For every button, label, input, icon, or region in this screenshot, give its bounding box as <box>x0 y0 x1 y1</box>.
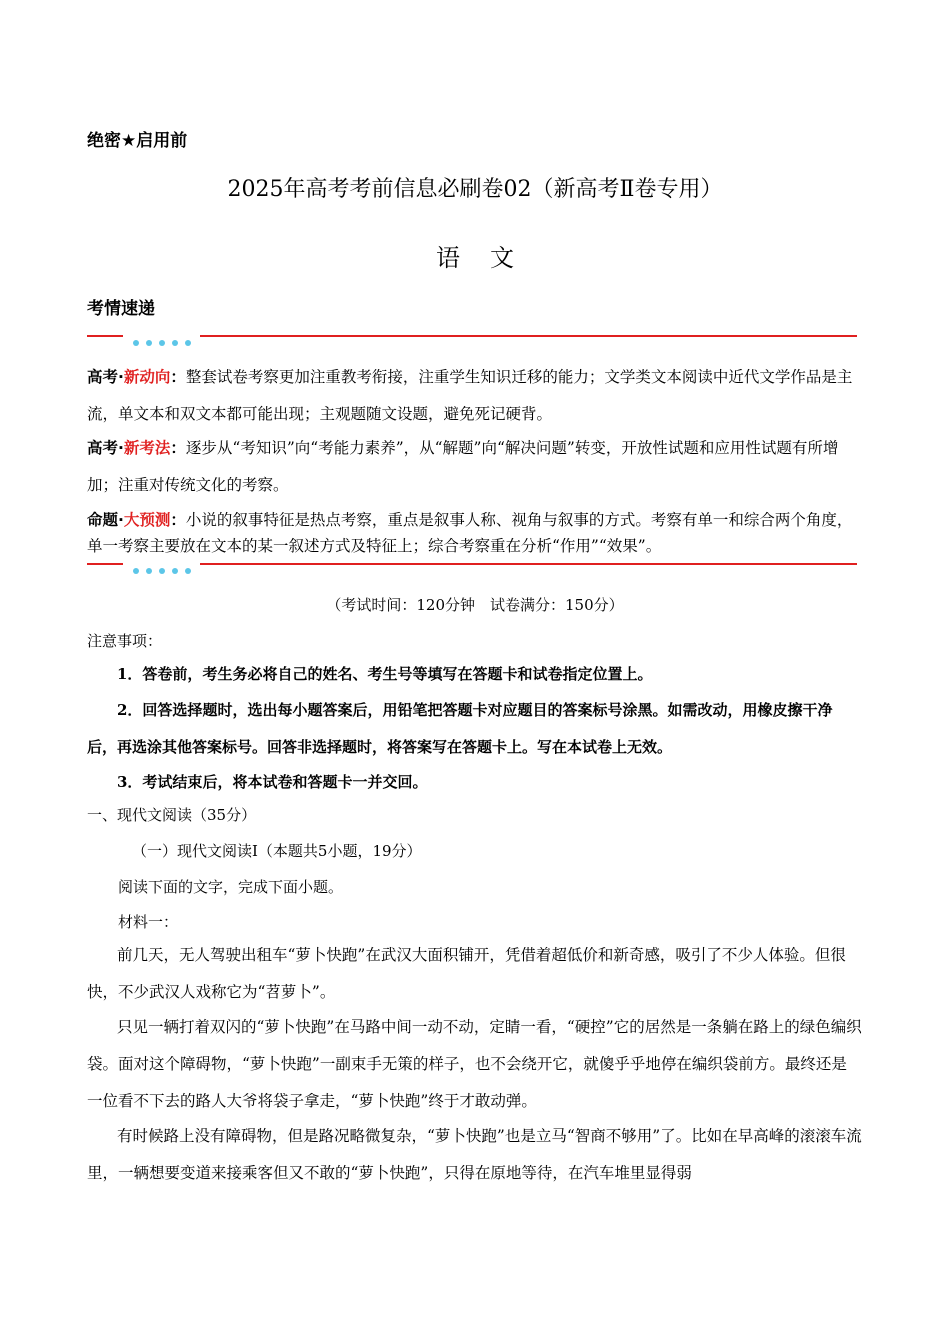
section-one-subheading: （一）现代文阅读Ⅰ（本题共5小题，19分） <box>132 842 422 860</box>
overview-item-prediction <box>87 507 862 559</box>
overview-item-text: 小说的叙事特征是热点考察，重点是叙事人称、视角与叙事的方式。考察有单一和综合两个角度，单一考察主要放在文本的某一叙述方式及特征上；综合考察重在分析“作用”“效果”。 <box>87 511 853 555</box>
decorative-divider-bottom <box>87 557 857 571</box>
overview-item-new-trend <box>87 359 862 433</box>
overview-item-text: 整套试卷考察更加注重教考衔接，注重学生知识迁移的能力；文学类文本阅读中近代文学作品是主流，单文本和双文本都可能出现；主观题随文设题，避免死记硬背。 <box>87 368 853 423</box>
note-item: 1．答卷前，考生务必将自己的姓名、考生号等填写在答题卡和试卷指定位置上。 <box>117 665 653 683</box>
notes-heading: 注意事项： <box>87 632 163 650</box>
overview-item-new-method <box>87 430 862 504</box>
note-item: 3．考试结束后，将本试卷和答题卡一并交回。 <box>117 773 428 791</box>
overview-section-label: 考情速递 <box>87 299 155 319</box>
overview-item-highlight: 新动向 <box>123 368 171 386</box>
note-item: 2．回答选择题时，选出每小题答案后，用铅笔把答题卡对应题目的答案标号涂黑。如需改动，用橡皮擦干净后，再选涂其他答案标号。回答非选择题时，将答案写在答题卡上。写在本试卷上无效。 <box>87 701 833 756</box>
document-title: 2025年高考考前信息必刷卷02（新高考Ⅱ卷专用） <box>227 177 723 202</box>
reading-instruction: 阅读下面的文字，完成下面小题。 <box>118 878 344 896</box>
overview-item-prefix: 命题· <box>87 511 124 529</box>
overview-item-highlight: 大预测 <box>123 511 171 529</box>
overview-item-colon: ： <box>170 439 186 457</box>
section-one-heading: 一、现代文阅读（35分） <box>87 806 257 824</box>
subject-title: 语文 <box>436 244 544 272</box>
overview-item-colon: ： <box>170 368 186 386</box>
material-paragraph: 有时候路上没有障碍物，但是路况略微复杂，“萝卜快跑”也是立马“智商不够用”了。比如在早高峰的滚滚车流里，一辆想要变道来接乘客但又不敢的“萝卜快跑”，只得在原地等待，在汽车堆里显得弱 <box>87 1127 862 1182</box>
overview-item-highlight: 新考法 <box>123 439 171 457</box>
material-label: 材料一： <box>118 913 179 931</box>
overview-item-prefix: 高考· <box>87 368 124 386</box>
exam-time-info: （考试时间：120分钟 试卷满分：150分） <box>326 596 624 614</box>
overview-item-prefix: 高考· <box>87 439 124 457</box>
material-paragraph: 只见一辆打着双闪的“萝卜快跑”在马路中间一动不动，定睛一看，“硬控”它的居然是一条躺在路上的绿色编织袋。面对这个障碍物，“萝卜快跑”一副束手无策的样子，也不会绕开它，就傻乎乎地停在编织袋前方。最终还是一位看不下去的路人大爷将袋子拿走，“萝卜快跑”终于才敢动弹。 <box>87 1018 862 1110</box>
decorative-divider-top <box>87 329 857 343</box>
overview-item-colon: ： <box>170 511 186 529</box>
top-secret-label: 绝密★启用前 <box>87 131 188 151</box>
material-paragraph: 前几天，无人驾驶出租车“萝卜快跑”在武汉大面积铺开，凭借着超低价和新奇感，吸引了不少人体验。但很快，不少武汉人戏称它为“苕萝卜”。 <box>87 946 846 1001</box>
overview-item-text: 逐步从“考知识”向“考能力素养”，从“解题”向“解决问题”转变，开放性试题和应用性试题有所增加；注重对传统文化的考察。 <box>87 439 839 494</box>
